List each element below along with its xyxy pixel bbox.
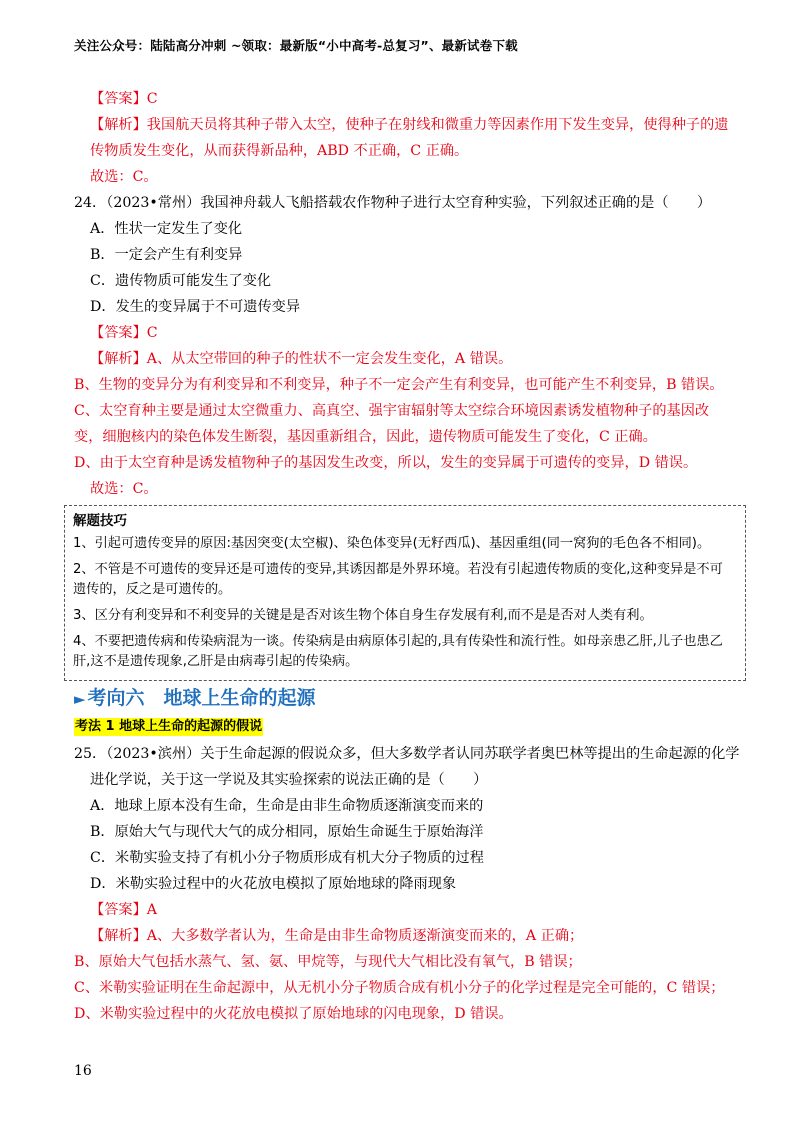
- method-highlight-label: 考法 1 地球上生命的起源的假说: [75, 719, 263, 734]
- conclusion-23: 故选：C。: [90, 169, 158, 185]
- question-24-stem: 24．（2023•常州）我国神舟载人飞船搭载农作物种子进行太空育种实验，下列叙述正确的是（ ）: [74, 195, 712, 211]
- question-25-option-b: B．原始大气与现代大气的成分相同，原始生命诞生于原始海洋: [90, 824, 484, 840]
- analysis-25-line-2: B、原始大气包括水蒸气、氢、氨、甲烷等，与现代大气相比没有氧气，B 错误；: [74, 954, 582, 970]
- tip-item-1: 1、引起可遗传变异的原因:基因突变(太空椒)、染色体变异(无籽西瓜)、基因重组(同一窝狗的毛色各不相同)。: [73, 536, 711, 551]
- question-25-option-d: D．米勒实验过程中的火花放电模拟了原始地球的降雨现象: [90, 876, 457, 892]
- analysis-23-line-2: 传物质发生变化，从而获得新品种，ABD 不正确，C 正确。: [90, 143, 469, 159]
- question-24-option-d: D．发生的变异属于不可遗传变异: [90, 299, 301, 315]
- analysis-24-line-1: 【解析】A、从太空带回的种子的性状不一定会发生变化，A 错误。: [90, 351, 513, 367]
- question-25-option-c: C．米勒实验支持了有机小分子物质形成有机大分子物质的过程: [90, 850, 484, 866]
- tip-item-2: 2、不管是不可遗传的变异还是可遗传的变异,其诱因都是外界环境。若没有引起遗传物质的变化,这种变异是不可遗传的，反之是可遗传的。: [73, 562, 723, 597]
- conclusion-24: 故选：C。: [90, 481, 158, 497]
- answer-25: 【答案】A: [90, 902, 157, 918]
- triangle-arrow-icon: ►: [74, 690, 86, 708]
- analysis-25-line-4: D、米勒实验过程中的火花放电模拟了原始地球的闪电现象，D 错误。: [74, 1006, 513, 1022]
- analysis-24-line-5: D、由于太空育种是诱发植物种子的基因发生改变，所以，发生的变异属于可遗传的变异，D 错误。: [74, 455, 698, 471]
- analysis-23-line-1: 【解析】我国航天员将其种子带入太空，使种子在射线和微重力等因素作用下发生变异，使得种子的遗: [90, 117, 729, 133]
- tips-title: 解题技巧: [73, 513, 127, 529]
- tip-item-4: 4、不要把遗传病和传染病混为一谈。传染病是由病原体引起的,具有传染性和流行性。如母亲患乙肝,儿子也患乙肝,这不是遗传现象,乙肝是由病毒引起的传染病。: [73, 634, 723, 669]
- analysis-25-line-3: C、米勒实验证明在生命起源中，从无机小分子物质合成有机小分子的化学过程是完全可能的，C 错误；: [74, 980, 725, 996]
- document-content: [73, 89, 740, 1030]
- question-25-option-a: A．地球上原本没有生命，生命是由非生命物质逐渐演变而来的: [90, 798, 484, 814]
- question-25-stem-line-2: 进化学说，关于这一学说及其实验探索的说法正确的是（ ）: [90, 772, 488, 788]
- question-24-option-c: C．遗传物质可能发生了变化: [90, 273, 272, 289]
- question-24-option-b: B．一定会产生有利变异: [90, 247, 243, 263]
- page-header: 关注公众号：陆陆高分冲刺 ~领取：最新版“小中高考-总复习”、最新试卷下载: [74, 38, 518, 53]
- analysis-24-line-3: C、太空育种主要是通过太空微重力、高真空、强宇宙辐射等太空综合环境因素诱发植物种子的基因改: [74, 403, 710, 419]
- answer-24: 【答案】C: [90, 325, 158, 341]
- question-25-stem-line-1: 25．（2023•滨州）关于生命起源的假说众多，但大多数学者认同苏联学者奥巴林等提出的生命起源的化学: [74, 746, 740, 762]
- analysis-24-line-4: 变，细胞核内的染色体发生断裂，基因重新组合，因此，遗传物质可能发生了变化，C 正确。: [74, 429, 657, 445]
- page-number: 16: [74, 1063, 92, 1079]
- section-heading: [74, 685, 734, 712]
- tip-item-3: 3、区分有利变异和不利变异的关键是是否对该生物个体自身生存发展有利,而不是是否对人类有利。: [73, 608, 653, 623]
- question-24-option-a: A．性状一定发生了变化: [90, 221, 243, 237]
- analysis-24-line-2: B、生物的变异分为有利变异和不利变异，种子不一定会产生有利变异，也可能产生不利变异，B 错误。: [74, 377, 724, 393]
- answer-23: 【答案】C: [90, 91, 158, 107]
- tips-box: [64, 505, 746, 681]
- section-title: 考向六 地球上生命的起源: [87, 687, 316, 709]
- analysis-25-line-1: 【解析】A、大多数学者认为，生命是由非生命物质逐渐演变而来的，A 正确；: [90, 928, 584, 944]
